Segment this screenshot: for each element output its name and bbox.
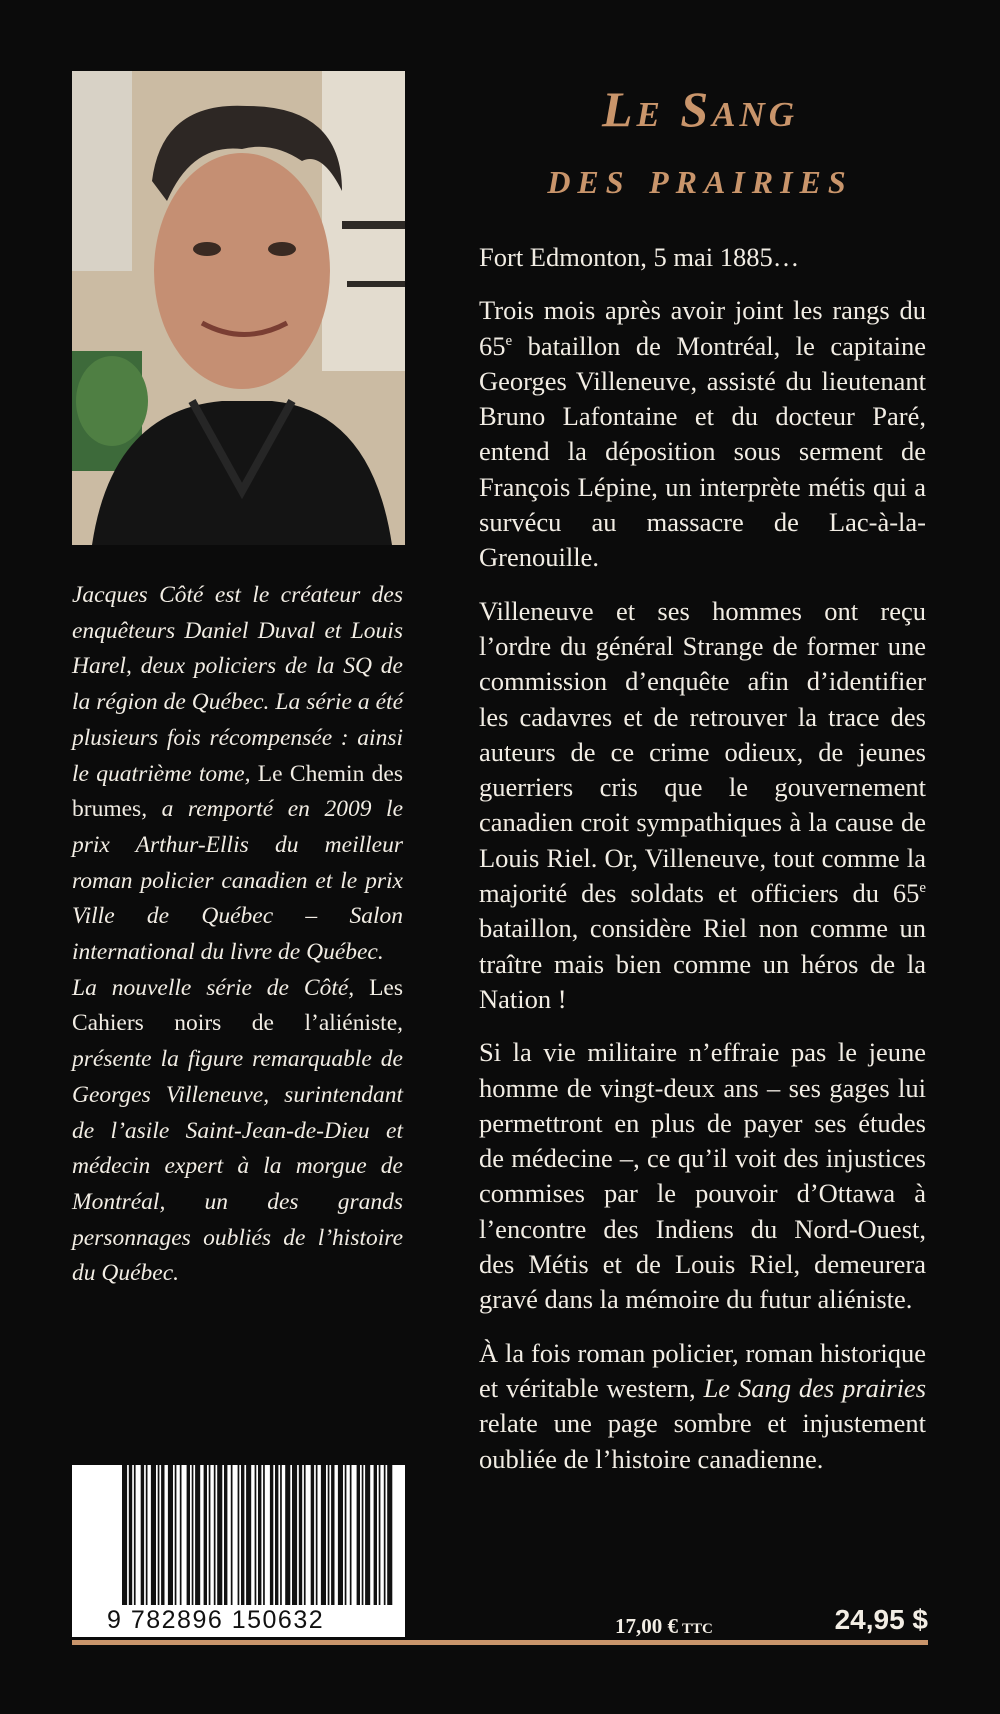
barcode-bar — [316, 1465, 318, 1605]
barcode-bar — [350, 1465, 352, 1605]
barcode-bar — [224, 1465, 227, 1605]
blurb-p5-text-b: relate une page sombre et injustement oubliée de l’histoire canadienne. — [479, 1408, 926, 1474]
price-cad: 24,95 $ — [834, 1604, 928, 1635]
title-rest-ang: ang — [712, 81, 799, 137]
barcode-bar — [338, 1465, 343, 1605]
barcode-bar — [168, 1465, 173, 1605]
barcode-bar — [379, 1465, 381, 1605]
barcode-bar — [311, 1465, 314, 1605]
barcode-bar — [141, 1465, 144, 1605]
bio-p2-text-b: , présente la figure remarquable de Georges Villeneuve, surintendant de l’asile Saint-Jean-de-Dieu et médecin expert à la morgue de Montréal, un des grands personnages oubliés de l’histoire du Québec. — [72, 1010, 403, 1287]
blurb-paragraph-3 — [479, 594, 926, 1018]
barcode-bar — [187, 1465, 190, 1605]
barcode-bar — [209, 1465, 211, 1605]
barcode-bar — [263, 1465, 265, 1605]
barcode-bar — [275, 1465, 278, 1605]
title-initial-s: S — [680, 81, 713, 137]
barcode-bar — [146, 1465, 148, 1605]
barcode-bar — [374, 1465, 377, 1605]
barcode-bar — [204, 1465, 207, 1605]
barcode-bar — [345, 1465, 347, 1605]
barcode-bar — [280, 1465, 282, 1605]
bottom-rule — [72, 1640, 928, 1645]
blurb-p3-text-b: bataillon, considère Riel non comme un traître mais bien comme un héros de la Nation ! — [479, 913, 926, 1014]
bio-paragraph-2 — [72, 971, 403, 1292]
price-block — [480, 1604, 928, 1640]
price-eur-suffix: TTC — [682, 1621, 713, 1637]
isbn-number — [72, 1606, 405, 1635]
title-line-1 — [440, 78, 960, 140]
blurb-p3-superscript: e — [919, 880, 926, 897]
price-eur — [615, 1614, 713, 1639]
isbn-barcode — [72, 1465, 405, 1637]
barcode-bar — [299, 1465, 302, 1605]
isbn-text: 9 782896 150632 — [107, 1606, 325, 1634]
blurb-p5-book-title: Le Sang des prairies — [703, 1372, 927, 1403]
barcode-bar — [129, 1465, 132, 1605]
bio-p1-book-title: Le Chemin des brumes — [72, 760, 403, 823]
barcode-bar — [246, 1465, 251, 1605]
barcode-bar — [304, 1465, 306, 1605]
bio-p2-series-title: Les Cahiers noirs de l’aliéniste — [72, 974, 403, 1037]
barcode-bar — [258, 1465, 261, 1605]
blurb-p2-text-a: Trois mois après avoir joint les rangs du 65 — [479, 295, 926, 361]
barcode-bar — [192, 1465, 194, 1605]
barcode-bar — [285, 1465, 290, 1605]
barcode-bar — [175, 1465, 177, 1605]
barcode-bar — [180, 1465, 182, 1605]
barcode-bar — [151, 1465, 156, 1605]
bio-p1-text-b: , a remporté en 2009 le prix Arthur-Ellis du meilleur roman policier canadien et le prix Ville de Québec – Salon international du livre de Québec. — [72, 796, 403, 966]
barcode-bar — [362, 1465, 364, 1605]
price-eur-value: 17,00 € — [615, 1614, 678, 1638]
author-photo — [72, 71, 405, 545]
barcode-bar — [255, 1465, 257, 1605]
barcode-bar — [365, 1465, 370, 1605]
blurb-paragraph-1: Fort Edmonton, 5 mai 1885… — [479, 242, 800, 272]
bio-p1-text-a: Jacques Côté est le créateur des enquêteurs Daniel Duval et Louis Harel, deux policiers de la SQ de la région de Québec. La série a été plusieurs fois récompensée : ainsi le quatrième tome, — [72, 582, 403, 787]
title-rest-e: e — [636, 81, 664, 137]
barcode-bar — [357, 1465, 360, 1605]
bio-paragraph-1 — [72, 578, 403, 971]
barcode-bar — [134, 1465, 136, 1605]
barcode-bar — [292, 1465, 297, 1605]
barcode-bar — [122, 1465, 127, 1605]
barcode-bar — [321, 1465, 326, 1605]
barcode-bar — [158, 1465, 160, 1605]
back-cover-blurb — [479, 240, 926, 1495]
barcode-bar — [217, 1465, 222, 1605]
barcode-bar — [331, 1465, 334, 1605]
barcode-bar — [214, 1465, 216, 1605]
book-title — [440, 78, 960, 206]
blurb-p2-text-b: bataillon de Montréal, le capitaine Georges Villeneuve, assisté du lieutenant Bruno Lafontaine et du docteur Paré, entend la déposition sous serment de François Lépine, un interprète métis qui a survécu au massacre de Lac-à-la-Grenouille. — [479, 330, 926, 573]
barcode-bar — [384, 1465, 386, 1605]
barcode-bar — [231, 1465, 233, 1605]
barcode-bar — [195, 1465, 200, 1605]
barcode-bar — [387, 1465, 392, 1605]
blurb-p5-text-a: À la fois roman policier, roman historique et véritable western, — [479, 1337, 926, 1403]
barcode-bar — [270, 1465, 273, 1605]
barcode-bar — [328, 1465, 330, 1605]
barcode-bar — [161, 1465, 164, 1605]
blurb-p2-superscript: e — [505, 332, 513, 349]
title-line-2: des prairies — [547, 152, 853, 203]
barcode-bar — [241, 1465, 244, 1605]
barcode-bar — [238, 1465, 240, 1605]
bio-p2-text-a: La nouvelle série de Côté, — [72, 974, 370, 1001]
author-bio — [72, 578, 403, 1292]
blurb-paragraph-4: Si la vie militaire n’effraie pas le jeune homme de vingt-deux ans – ses gages lui permettront en plus de payer ses études de médecine –, ce qu’il voit des injustices commises par le pouvoir d’Ottawa à l’encontre des Indiens du Nord-Ouest, des Métis et de Louis Riel, demeurera gravé dans la mémoire du futur aliéniste. — [479, 1037, 926, 1315]
blurb-p3-text-a: Villeneuve et ses hommes ont reçu l’ordre du général Strange de former une commission d’enquête afin d’identifier les cadavres et de retrouver la trace des auteurs de ce crime odieux, de jeunes guerriers cris que le gouvernement canadien croit sympathiques à la cause de Louis Riel. Or, Villeneuve, tout comme la majorité des soldats et officiers du 65 — [479, 595, 926, 909]
blurb-paragraph-2 — [479, 293, 926, 575]
blurb-paragraph-5 — [479, 1336, 926, 1477]
title-initial-l: L — [601, 81, 637, 137]
